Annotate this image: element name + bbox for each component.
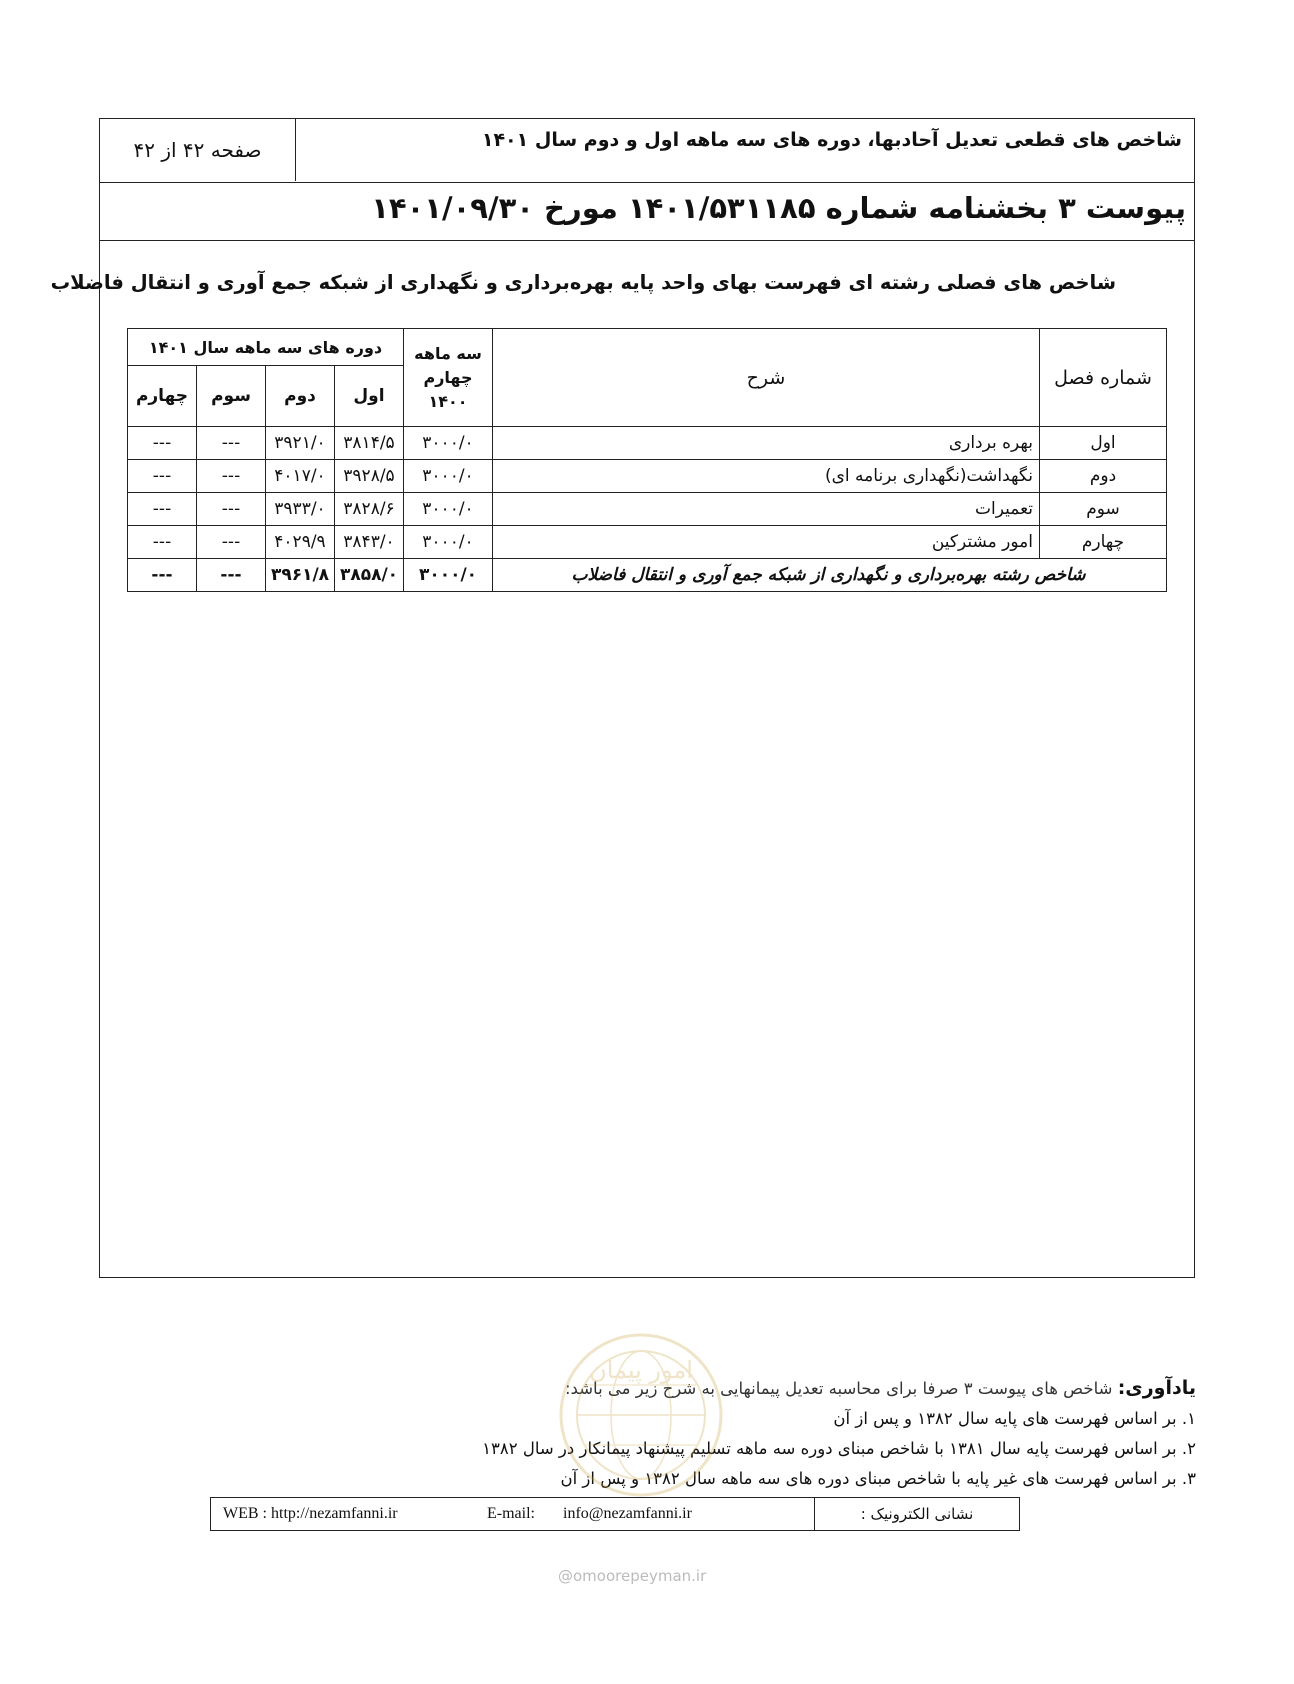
cell-total-q4-1400: ۳۰۰۰/۰ bbox=[404, 559, 493, 592]
cell-total-description: شاخص رشته بهره‌برداری و نگهداری از شبکه جمع آوری و انتقال فاضلاب bbox=[493, 559, 1167, 592]
header-q4-1400 bbox=[404, 329, 493, 427]
cell-description: نگهداشت(نگهداری برنامه ای) bbox=[493, 460, 1040, 493]
cell-chapter: چهارم bbox=[1040, 526, 1167, 559]
footer-web-link[interactable]: WEB : http://nezamfanni.ir bbox=[223, 1505, 398, 1522]
table-total-row bbox=[128, 559, 1167, 592]
table-row bbox=[128, 493, 1167, 526]
index-table bbox=[127, 328, 1167, 592]
cell-total-q3: --- bbox=[197, 559, 266, 592]
cell-q3: --- bbox=[197, 526, 266, 559]
table-title: شاخص های فصلی رشته ای فهرست بهای واحد پایه بهره‌برداری و نگهداری از شبکه جمع آوری و انتقال فاضلاب bbox=[50, 271, 1116, 294]
cell-description: امور مشترکین bbox=[493, 526, 1040, 559]
seal-text: امور پیمان bbox=[589, 1356, 693, 1384]
seal-watermark-icon bbox=[556, 1330, 726, 1500]
header-chapter: شماره فصل bbox=[1040, 329, 1167, 427]
cell-q2: ۴۰۱۷/۰ bbox=[266, 460, 335, 493]
cell-chapter: دوم bbox=[1040, 460, 1167, 493]
header-subtitle: پیوست ۳ بخشنامه شماره ۱۴۰۱/۵۳۱۱۸۵ مورخ ۱۴۰۱/۰۹/۳۰ bbox=[371, 191, 1186, 225]
reminder-item: ۳. بر اساس فهرست های غیر پایه با شاخص مبنای دوره های سه ماهه سال ۱۳۸۲ و پس از آن bbox=[560, 1469, 1196, 1488]
header-q2: دوم bbox=[266, 366, 335, 427]
reminder-label: یادآوری: bbox=[1117, 1377, 1196, 1399]
cell-q2: ۳۹۲۱/۰ bbox=[266, 427, 335, 460]
cell-q1: ۳۸۱۴/۵ bbox=[335, 427, 404, 460]
reminder-item: ۲. بر اساس فهرست پایه سال ۱۳۸۱ با شاخص مبنای دوره سه ماهه تسلیم پیشنهاد پیمانکار در سال ۱۳۸۲ bbox=[482, 1439, 1196, 1458]
header-title: شاخص های قطعی تعدیل آحادبها، دوره های سه ماهه اول و دوم سال ۱۴۰۱ bbox=[481, 129, 1182, 151]
header-q3: سوم bbox=[197, 366, 266, 427]
footer-email-link[interactable]: info@nezamfanni.ir bbox=[563, 1505, 692, 1522]
header-row bbox=[100, 119, 1194, 183]
footer-label: نشانی الکترونیک : bbox=[814, 1498, 1019, 1530]
cell-q4-1400: ۳۰۰۰/۰ bbox=[404, 526, 493, 559]
cell-q1: ۳۹۲۸/۵ bbox=[335, 460, 404, 493]
cell-total-q2: ۳۹۶۱/۸ bbox=[266, 559, 335, 592]
cell-q3: --- bbox=[197, 427, 266, 460]
cell-q4: --- bbox=[128, 526, 197, 559]
header-q1: اول bbox=[335, 366, 404, 427]
cell-chapter: سوم bbox=[1040, 493, 1167, 526]
table-row bbox=[128, 427, 1167, 460]
cell-q2: ۳۹۳۳/۰ bbox=[266, 493, 335, 526]
reminder-intro: شاخص های پیوست ۳ صرفا برای محاسبه تعدیل پیمانهایی به شرح زیر می باشد: bbox=[565, 1379, 1113, 1398]
cell-q1: ۳۸۴۳/۰ bbox=[335, 526, 404, 559]
header-subtitle-row bbox=[100, 183, 1194, 241]
cell-q2: ۴۰۲۹/۹ bbox=[266, 526, 335, 559]
cell-q4-1400: ۳۰۰۰/۰ bbox=[404, 493, 493, 526]
table-row bbox=[128, 460, 1167, 493]
cell-q4-1400: ۳۰۰۰/۰ bbox=[404, 460, 493, 493]
footer-email-label: E-mail: bbox=[487, 1505, 535, 1522]
cell-q4-1400: ۳۰۰۰/۰ bbox=[404, 427, 493, 460]
cell-q3: --- bbox=[197, 493, 266, 526]
cell-q4: --- bbox=[128, 493, 197, 526]
document-frame bbox=[50, 118, 1195, 1278]
cell-total-q1: ۳۸۵۸/۰ bbox=[335, 559, 404, 592]
cell-q3: --- bbox=[197, 460, 266, 493]
header-description: شرح bbox=[493, 329, 1040, 427]
cell-description: بهره برداری bbox=[493, 427, 1040, 460]
cell-q4: --- bbox=[128, 427, 197, 460]
cell-q1: ۳۸۲۸/۶ bbox=[335, 493, 404, 526]
header-1401-quarters: دوره های سه ماهه سال ۱۴۰۱ bbox=[128, 329, 404, 366]
page-number: صفحه ۴۲ از ۴۲ bbox=[100, 119, 296, 181]
cell-q4: --- bbox=[128, 460, 197, 493]
footer-contact-box bbox=[210, 1497, 1020, 1531]
header-q4-1400-line1: سه ماهه bbox=[414, 343, 482, 363]
header-q4-1400-line2: چهارم ۱۴۰۰ bbox=[423, 367, 473, 411]
cell-chapter: اول bbox=[1040, 427, 1167, 460]
cell-total-q4: --- bbox=[128, 559, 197, 592]
table-row bbox=[128, 526, 1167, 559]
cell-description: تعمیرات bbox=[493, 493, 1040, 526]
reminder-item: ۱. بر اساس فهرست های پایه سال ۱۳۸۲ و پس از آن bbox=[833, 1409, 1196, 1428]
site-watermark: @omoorepeyman.ir bbox=[558, 1567, 707, 1585]
header-q4: چهارم bbox=[128, 366, 197, 427]
